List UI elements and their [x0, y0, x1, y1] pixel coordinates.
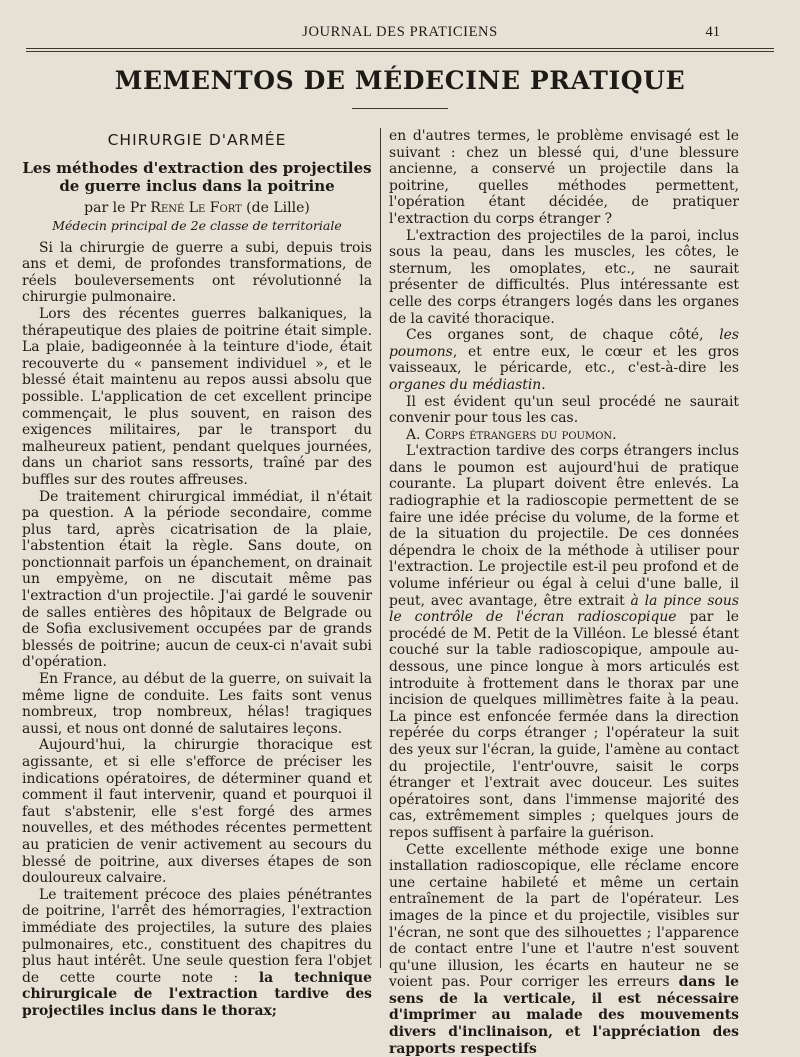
italic-phrase: organes du médiastin [389, 376, 542, 393]
header-rule [26, 48, 774, 52]
author-place: (de Lille) [241, 199, 310, 216]
journal-title: JOURNAL DES PRATICIENS [302, 24, 498, 40]
paragraph-text: L'extraction tardive des corps étrangers inclus dans le poumon est aujourd'hui de pratique courante. La plupart doivent être enlevés. La radiographie et la radioscopie permettent de se faire une idée précise du volume, de la forme et de la situation du projectile. De ces données dépendra le choix de la méthode à utiliser pour l'extraction. Le projectile est-il peu profond et de volume inférieur ou égal à celui d'une balle, il peut, avec avantage, être extrait [389, 443, 739, 609]
paragraph-text: Ces organes sont, de chaque côté, [406, 327, 720, 344]
left-column [22, 128, 372, 1019]
bold-phrase: la technique chirurgicale de l'extraction tardive des projectiles inclus dans le thorax; [22, 969, 372, 1019]
paragraph [389, 327, 739, 393]
page-number: 41 [705, 24, 720, 40]
paragraph: De traitement chirurgical immédiat, il n'était pa question. A la période secondaire, comme plus tard, après cicatrisation de la plaie, l'abstention était la règle. Sans doute, on ponctionnait parfois un épanchement, on drainait un empyème, on ne discutait même pas l'extraction d'un projectile. J'ai gardé le souvenir de salles entières des hôpitaux de Belgrade ou de Sofia exclusivement occupées par de grands blessés de poitrine; aucun de ceux-ci n'avait subi d'opération. [22, 488, 372, 671]
paragraph: Aujourd'hui, la chirurgie thoracique est agissante, et si elle s'efforce de préciser les indications opératoires, de déterminer quand et comment il faut intervenir, quand et pourquoi il faut s'abstenir, elle s'est forgé des armes nouvelles, et des méthodes récentes permettent au praticien de venir activement au secours du blessé de poitrine, aux diverses étapes de son douloureux calvaire. [22, 737, 372, 887]
paragraph-text: , et entre eux, le cœur et les gros vaisseaux, le péricarde, etc., c'est-à-dire les [389, 343, 739, 377]
paragraph [389, 443, 739, 841]
paragraph: Il est évident qu'un seul procédé ne saurait convenir pour tous les cas. [389, 393, 739, 427]
subsection-heading: A. Corps étrangers du poumon. [406, 426, 617, 443]
article-title: Les méthodes d'extraction des projectiles de guerre inclus dans la poitrine [22, 158, 372, 195]
paragraph-text: . [541, 376, 546, 393]
paragraph-text: par le procédé de M. Petit de la Villéon. Le blessé étant couché sur la table radioscopique, ampoule au-dessous, une pince longue à mors articulés est introduite à frottement dans le thorax par une incision de quelques millimètres faite à la peau. La pince est enfoncée fermée dans la direction repérée du corps étranger ; l'opérateur la suit des yeux sur l'écran, la guide, l'amène au contact du projectile, l'entr'ouvre, saisit le corps étranger et l'extrait avec douceur. Les suites opératoires sont, dans l'immense majorité des cas, extrêmement simples ; quelques jours de repos suffisent à parfaire la guérison. [389, 609, 740, 841]
italic-phrase: les poumons [389, 327, 739, 360]
rubric-heading: CHIRURGIE D'ARMÉE [107, 131, 287, 149]
author-affiliation: Médecin principal de 2e classe de territoriale [52, 217, 342, 233]
paragraph: En France, au début de la guerre, on suivait la même ligne de conduite. Les faits sont venus nombreux, trop nombreux, hélas! tragiques aussi, et nous ont donné de salutaires leçons. [22, 671, 372, 737]
paragraph: Si la chirurgie de guerre a subi, depuis trois ans et demi, de profondes transformations, de réels bouleversements ont révolutionné la chirurgie pulmonaire. [22, 239, 372, 306]
paragraph [22, 887, 372, 1020]
right-column [389, 128, 740, 1057]
paragraph-text: Le traitement précoce des plaies pénétrantes de poitrine, l'arrêt des hémorragies, l'extraction immédiate des projectiles, la suture des plaies pulmonaires, etc., constituent des chapitres du plus haut intérêt. Une seule question fera l'objet de cette courte note : [22, 886, 372, 986]
paragraph [389, 842, 739, 1057]
paragraph-text: Cette excellente méthode exige une bonne installation radioscopique, elle réclame encore une certaine habileté et même un certain entraînement de la part de l'opérateur. Les images de la pince et du projectile, visibles sur l'écran, ne sont que des silhouettes ; l'apparence de contact entre l'une et l'autre n'est souvent qu'une illusion, les écarts en hauteur ne se voient pas. Pour corriger les erreurs [389, 841, 739, 991]
paragraph: L'extraction des projectiles de la paroi, inclus sous la peau, dans les muscles, les côtes, le sternum, les omoplates, etc., ne saurait présenter de difficultés. Plus intéressante est celle des corps étrangers logés dans les organes de la cavité thoracique. [389, 227, 739, 327]
italic-phrase: à la pince sous le contrôle de l'écran radioscopique [389, 592, 739, 626]
paragraph: en d'autres termes, le problème envisagé est le suivant : chez un blessé qui, d'une blessure ancienne, a conservé un projectile dans la poitrine, quelles méthodes permettent, l'opération étant décidée, de pratiquer l'extraction du corps étranger ? [389, 128, 739, 227]
running-head [24, 22, 776, 44]
byline [22, 199, 372, 217]
section-rule [352, 108, 448, 109]
author-name: René Le Fort [150, 199, 242, 216]
column-divider [380, 128, 381, 968]
section-title: MEMENTOS DE MÉDECINE PRATIQUE [114, 66, 686, 95]
bold-phrase: dans le sens de la verticale, il est nécessaire d'imprimer au malade des mouvements divers d'inclinaison, et l'appréciation des rapports respectifs [389, 974, 739, 1057]
byline-prefix: par le Pr [84, 199, 151, 216]
paragraph: Lors des récentes guerres balkaniques, la thérapeutique des plaies de poitrine était simple. La plaie, badigeonnée à la teinture d'iode, était recouverte du « pansement individuel », et le blessé était maintenu au repos aussi absolu que possible. L'application de cet excellent principe commençait, le plus souvent, en raison des exigences militaires, par le transport du malheureux patient, pendant quelques journées, dans un chariot sans ressorts, traîné par des buffles sur des routes affreuses. [22, 305, 372, 488]
